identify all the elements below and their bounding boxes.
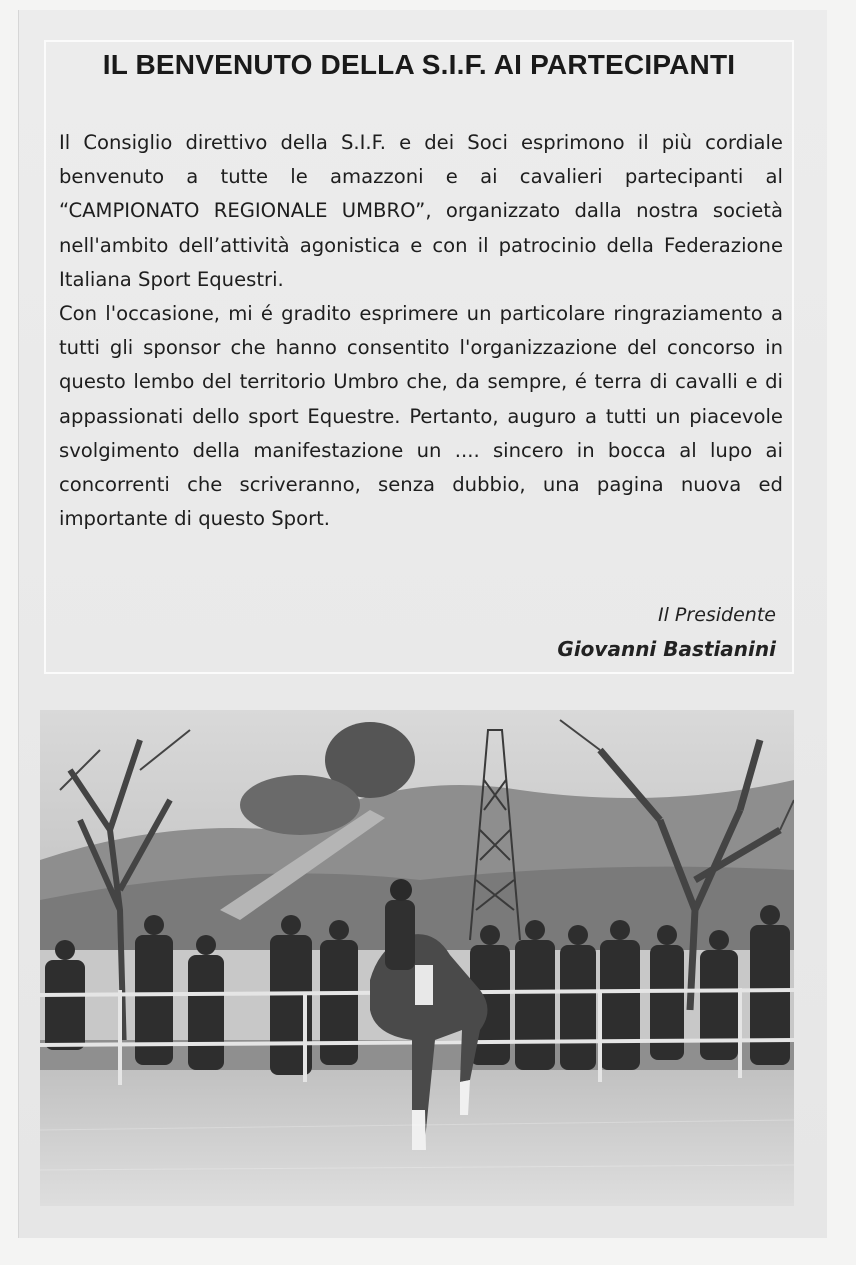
event-photo [40, 710, 794, 1206]
signature-role: Il Presidente [658, 604, 776, 626]
signature-name: Giovanni Bastianini [557, 637, 776, 661]
horse-arena-photo [40, 710, 794, 1206]
paragraph-1: Il Consiglio direttivo della S.I.F. e dei Soci esprimono il più cordiale benvenuto a tutte le amazzoni e ai cavalieri partecipanti al “CAMPIONATO REGIONALE UMBRO”, organizzato dalla nostra società nell'ambito dell’attività agonistica e con il patrocinio della Federazione Italiana Sport Equestri. [59, 131, 783, 291]
paragraph-2: Con l'occasione, mi é gradito esprimere un particolare ringraziamento a tutti gli sponsor che hanno consentito l'organizzazione del concorso in questo lembo del territorio Umbro che, da sempre, é terra di cavalli e di appassionati dello sport Equestre. Pertanto, auguro a tutti un piacevole svolgimento della manifestazione un .... sincero in bocca al lupo ai concorrenti che scriveranno, senza dubbio, una pagina nuova ed importante di questo Sport. [59, 302, 783, 531]
welcome-letter-body [59, 126, 783, 536]
page-title: IL BENVENUTO DELLA S.I.F. AI PARTECIPANTI [102, 49, 736, 80]
